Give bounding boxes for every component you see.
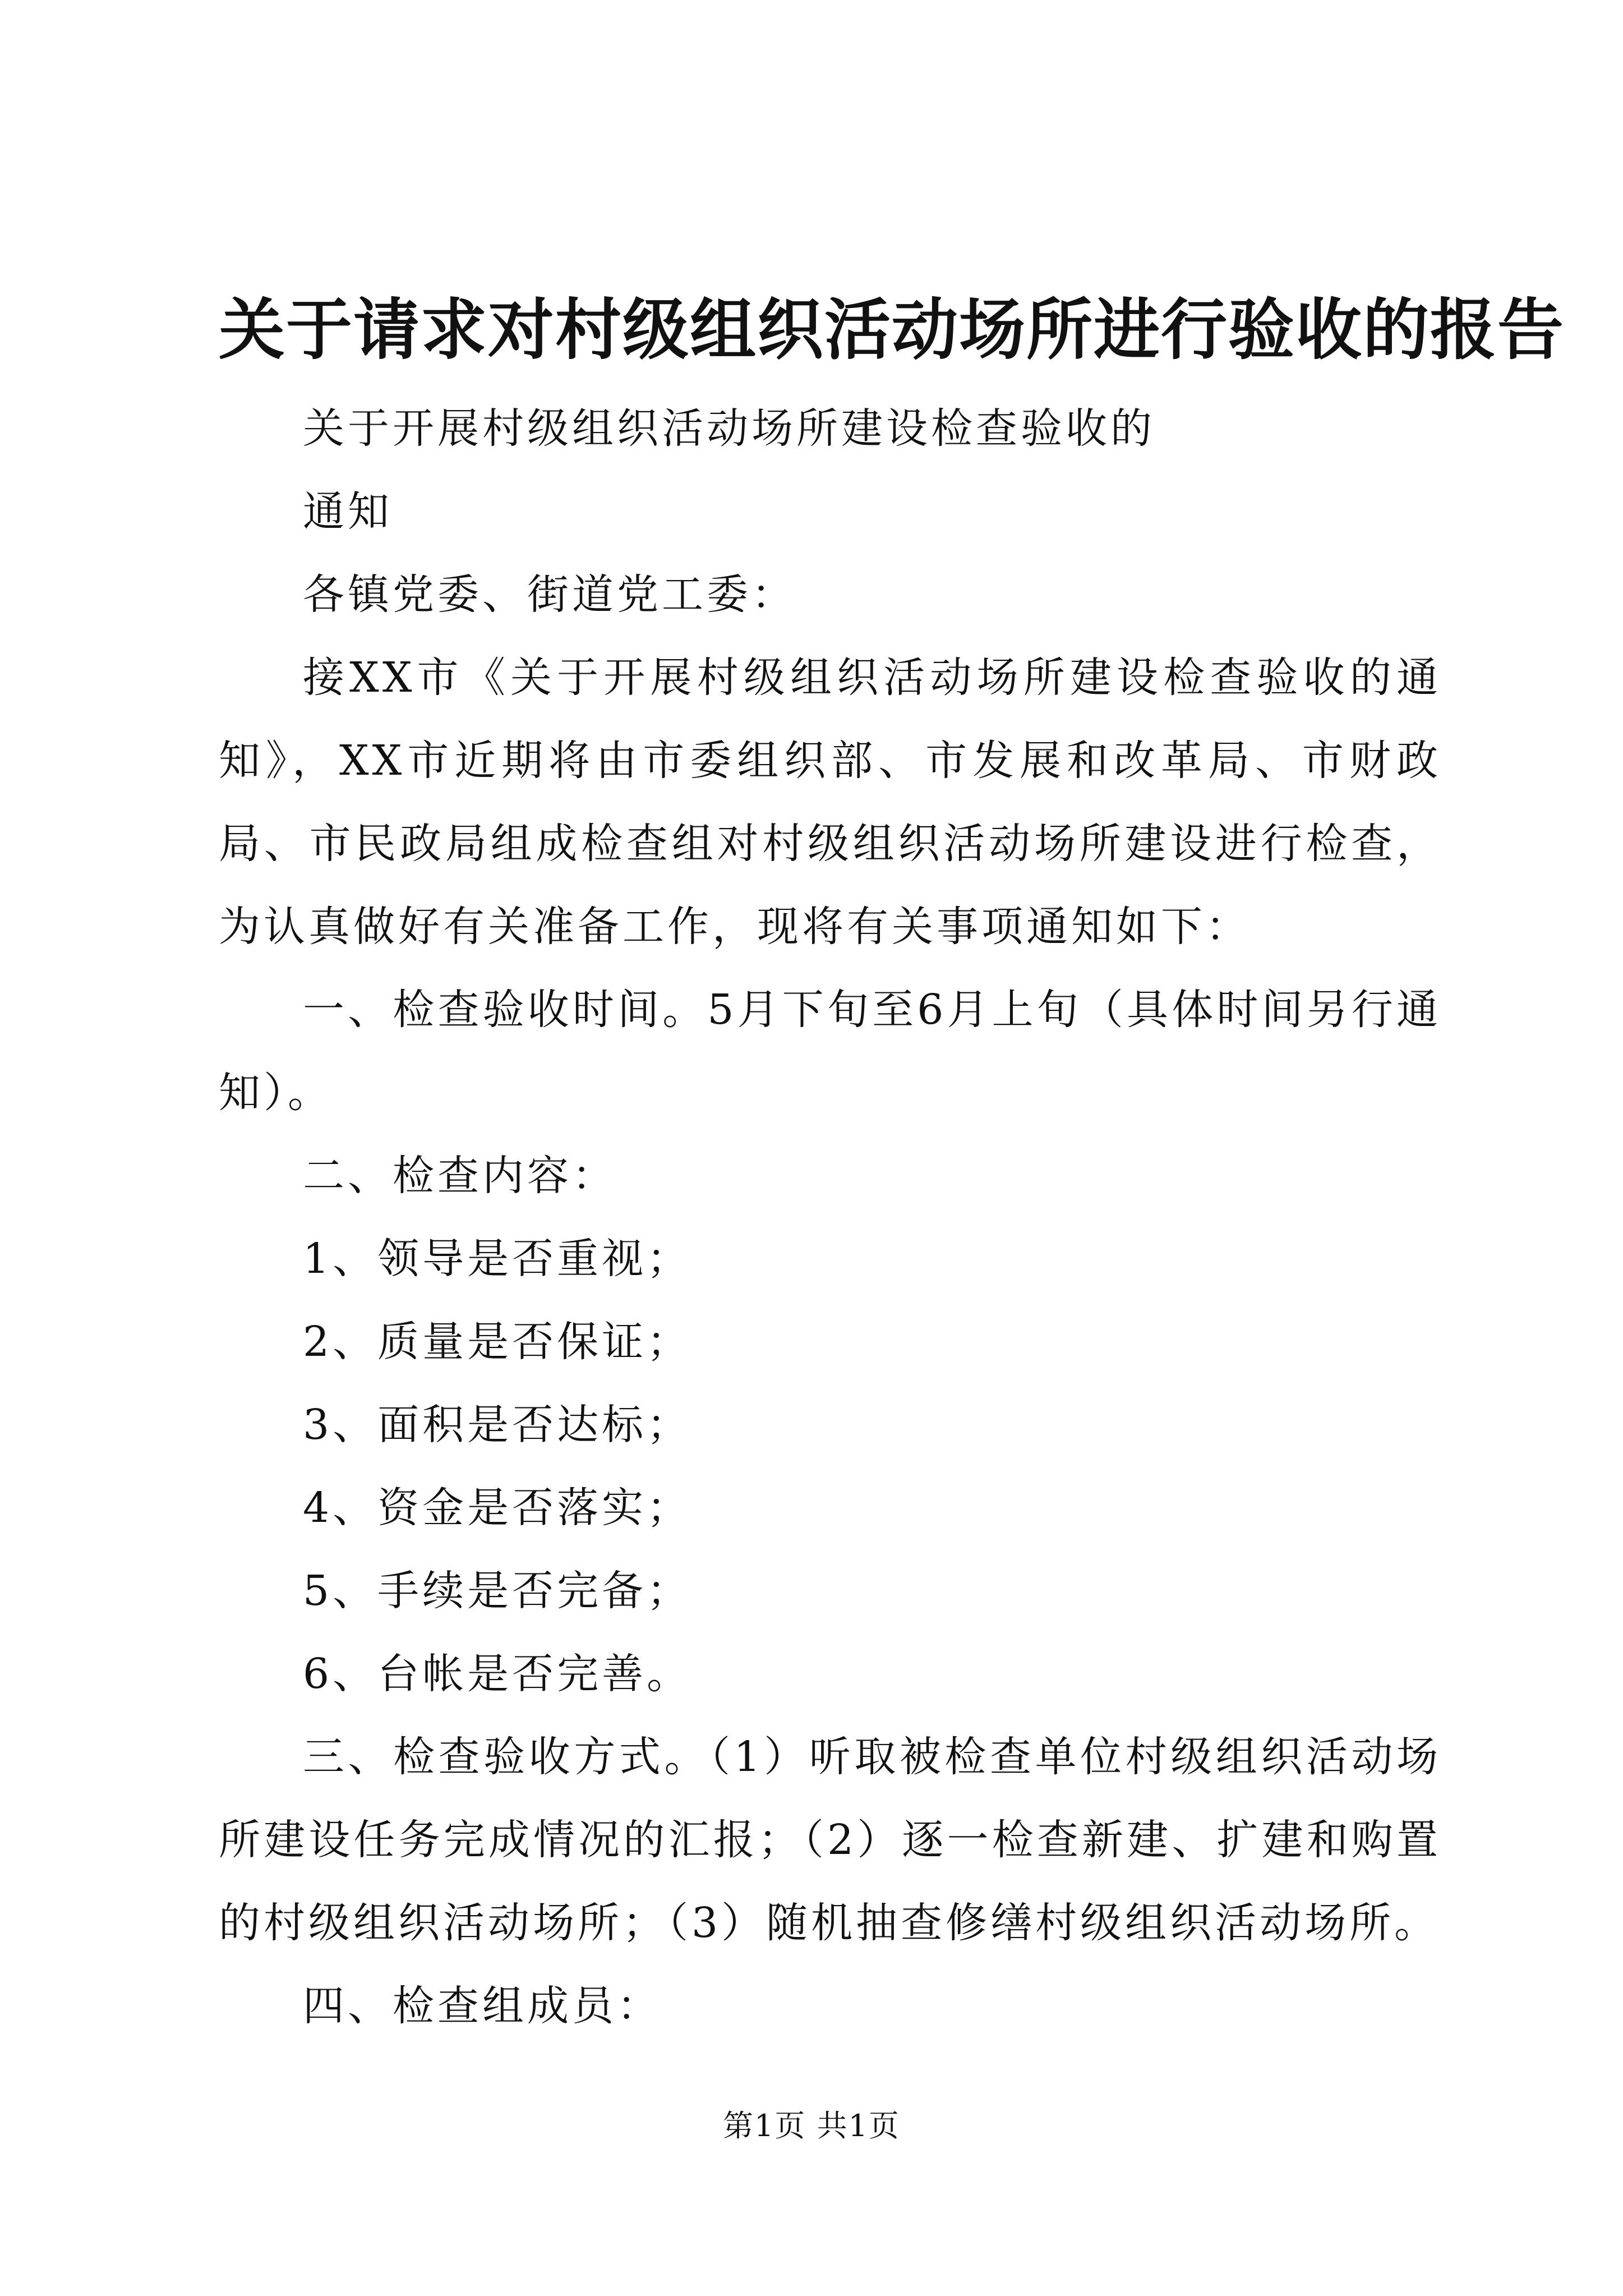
list-item: 1、领导是否重视； — [303, 1235, 692, 1283]
document-body — [219, 387, 1441, 2047]
list-item: 3、面积是否达标； — [303, 1401, 692, 1449]
paragraph: 一、检查验收时间。5月下旬至6月上旬（具体时间另行通知）。 — [219, 986, 1441, 1117]
paragraph: 通知 — [303, 487, 393, 536]
paragraph: 二、检查内容： — [303, 1152, 617, 1200]
paragraph: 四、检查组成员： — [303, 1982, 662, 2030]
list-item: 4、资金是否落实； — [303, 1484, 692, 1532]
list-item: 2、质量是否保证； — [303, 1318, 692, 1366]
list-item: 5、手续是否完备； — [303, 1567, 692, 1615]
page-footer: 第1页 共1页 — [723, 2108, 900, 2143]
paragraph: 各镇党委、街道党工委： — [303, 570, 796, 619]
paragraph: 关于开展村级组织活动场所建设检查验收的 — [303, 404, 1155, 453]
document-title: 关于请求对村级组织活动场所进行验收的报告 — [219, 291, 1565, 369]
paragraph: 接XX市《关于开展村级组织活动场所建设检查验收的通知》，XX市近期将由市委组织部、市发展和改革局、市财政局、市民政局组成检查组对村级组织活动场所建设进行检查，为认真做好有关准备工作，现将有关事项通知如下： — [219, 654, 1441, 951]
list-item: 6、台帐是否完善。 — [303, 1650, 692, 1698]
paragraph: 三、检查验收方式。（1）听取被检查单位村级组织活动场所建设任务完成情况的汇报；（2）逐一检查新建、扩建和购置的村级组织活动场所；（3）随机抽查修缮村级组织活动场所。 — [219, 1733, 1441, 1947]
